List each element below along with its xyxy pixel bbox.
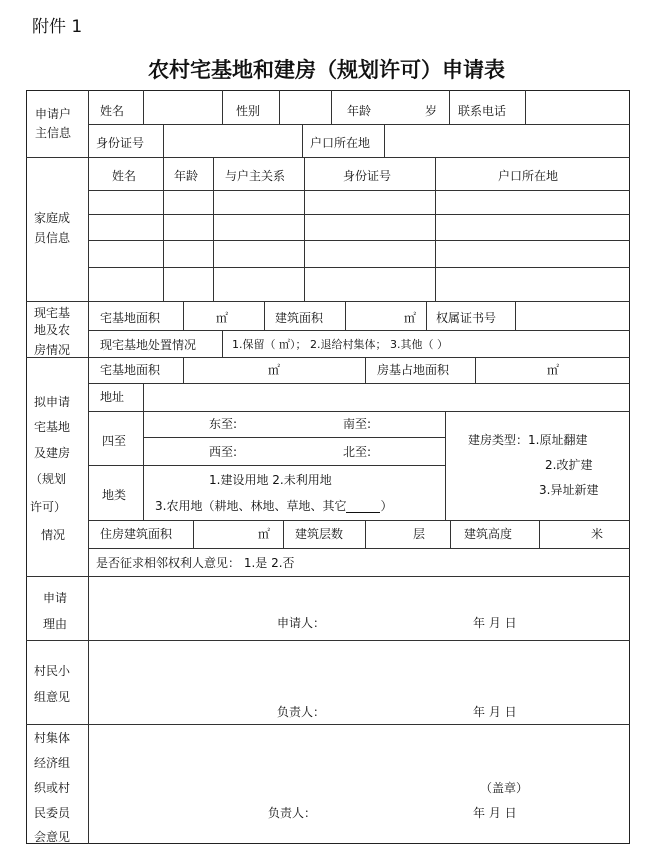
name-label: 姓名	[100, 104, 125, 118]
unit-m2: ㎡	[547, 363, 560, 377]
proposed-label-5: 许可）	[30, 500, 67, 514]
collective-label-4: 民委员	[34, 806, 71, 820]
disposal-options: 1.保留（ ㎡）； 2.退给村集体； 3.其他（ ）	[232, 338, 448, 351]
proposed-label-1: 拟申请	[34, 395, 71, 409]
applicant-signature-label: 申请人：	[277, 616, 326, 630]
form-title: 农村宅基地和建房（规划许可）申请表	[148, 57, 505, 82]
application-form-table	[26, 90, 630, 844]
land-type-label: 地类	[102, 488, 127, 502]
family-col-id: 身份证号	[343, 169, 392, 183]
applicant-section-label-2: 主信息	[35, 126, 72, 140]
unit-m2: ㎡	[258, 527, 271, 541]
reason-label: 申请	[43, 591, 68, 605]
build-type-option-3: 3.异址新建	[539, 483, 599, 497]
seal-label: （盖章）	[480, 781, 529, 795]
family-col-name: 姓名	[112, 169, 137, 183]
applicant-section-label: 申请户	[35, 107, 72, 121]
applicant-date: 年 月 日	[473, 616, 517, 630]
current-section-label-3: 房情况	[34, 343, 71, 355]
unit-m2: ㎡	[216, 311, 229, 325]
land-type-options-2-text: 3.农用地（耕地、林地、草地、其它	[155, 499, 347, 513]
family-col-age: 年龄	[174, 169, 199, 183]
land-type-options-2-close: ）	[380, 499, 393, 513]
family-col-relation: 与户主关系	[225, 169, 286, 183]
proposed-label-3: 及建房	[34, 446, 71, 460]
id-number-label: 身份证号	[96, 136, 145, 150]
unit-m2: ㎡	[268, 363, 281, 377]
proposed-label-6: 情况	[41, 528, 66, 542]
collective-label-5: 会意见	[34, 830, 71, 844]
floors-label: 建筑层数	[295, 527, 344, 541]
east-bound-label: 东至:	[209, 417, 238, 431]
current-section-label-2: 地及农	[34, 323, 71, 337]
attachment-label: 附件 1	[32, 17, 83, 37]
land-type-options-1: 1.建设用地 2.未利用地	[209, 473, 332, 487]
collective-label-3: 织或村	[34, 781, 71, 795]
neighbor-opinion-row: 是否征求相邻权利人意见： 1.是 2.否	[96, 556, 295, 570]
current-homestead-area-label: 宅基地面积	[100, 311, 161, 325]
footprint-area-label: 房基占地面积	[377, 363, 450, 377]
proposed-label-4: （规划	[30, 472, 67, 486]
four-bounds-label: 四至	[102, 434, 127, 448]
land-type-options-2	[155, 499, 392, 513]
family-section-label-2: 员信息	[34, 231, 71, 245]
group-opinion-label-2: 组意见	[34, 690, 71, 704]
height-unit: 米	[591, 527, 604, 541]
proposed-homestead-area-label: 宅基地面积	[100, 363, 161, 377]
gender-label: 性别	[236, 104, 261, 118]
floors-unit: 层	[413, 527, 426, 541]
collective-label-2: 经济组	[34, 756, 71, 770]
north-bound-label: 北至:	[343, 445, 372, 459]
west-bound-label: 西至:	[209, 445, 238, 459]
family-col-hukou: 户口所在地	[498, 169, 559, 183]
cert-number-label: 权属证书号	[436, 311, 497, 325]
current-section-label: 现宅基	[34, 306, 71, 320]
unit-m2: ㎡	[404, 311, 417, 325]
proposed-label-2: 宅基地	[34, 420, 71, 434]
hukou-label: 户口所在地	[310, 136, 371, 150]
reason-label-2: 理由	[43, 617, 68, 631]
phone-label: 联系电话	[458, 104, 507, 118]
residential-area-label: 住房建筑面积	[100, 527, 173, 541]
group-signer-label: 负责人：	[277, 705, 326, 719]
height-label: 建筑高度	[464, 527, 513, 541]
south-bound-label: 南至:	[343, 417, 372, 431]
current-building-area-label: 建筑面积	[275, 311, 324, 325]
group-opinion-label: 村民小	[34, 664, 71, 678]
disposal-label: 现宅基地处置情况	[100, 338, 197, 352]
group-date: 年 月 日	[473, 705, 517, 719]
collective-date: 年 月 日	[473, 806, 517, 820]
build-type-option-2: 2.改扩建	[545, 458, 593, 472]
collective-signer-label: 负责人：	[268, 806, 317, 820]
address-label: 地址	[100, 390, 125, 404]
build-type-label: 建房类型：1.原址翻建	[468, 433, 588, 447]
other-land-blank	[346, 500, 380, 513]
age-unit: 岁	[425, 104, 438, 118]
collective-label-1: 村集体	[34, 731, 71, 745]
age-label: 年龄	[347, 104, 372, 118]
family-section-label: 家庭成	[34, 211, 71, 225]
